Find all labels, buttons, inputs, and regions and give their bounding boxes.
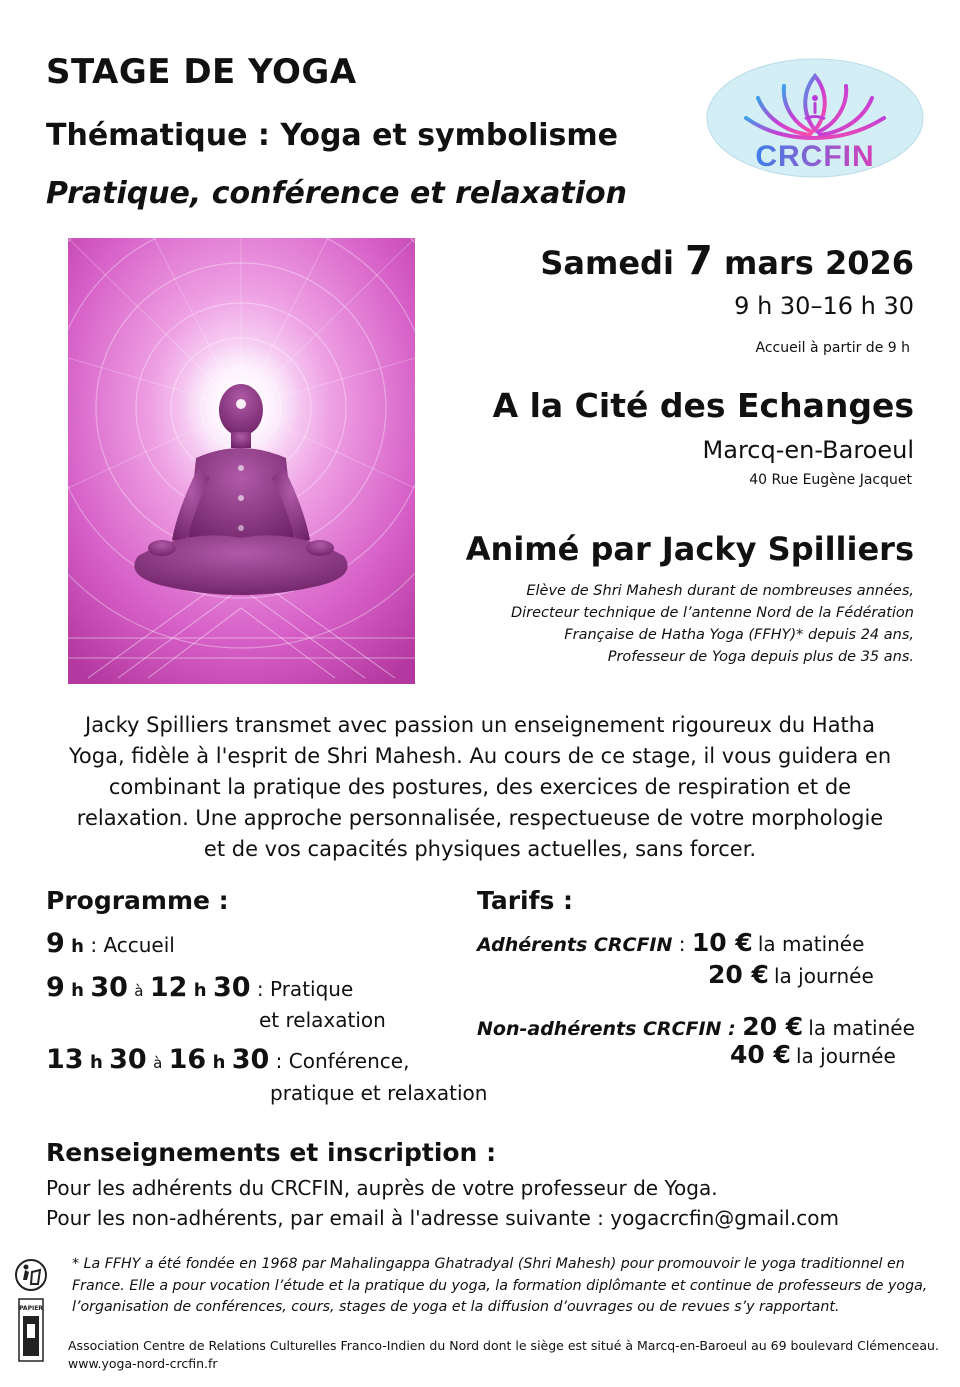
tarifs-title: Tarifs : <box>477 886 574 915</box>
crcfin-logo <box>706 58 924 178</box>
meditation-illustration <box>68 238 415 684</box>
programme-title: Programme : <box>46 886 229 915</box>
footnote-line: l’organisation de conférences, cours, stages de yoga et la diffusion d’ouvrages ou de revues s’y rapportant. <box>72 1299 840 1315</box>
programme-item-welcome: 9 h : Accueil <box>46 928 175 959</box>
date-prefix: Samedi <box>540 244 686 282</box>
event-city: Marcq-en-Baroeul <box>702 436 914 464</box>
programme-item-morning: 9 h 30 à 12 h 30 : Pratique <box>46 972 354 1003</box>
animator-bio <box>511 580 914 668</box>
intro-line: Jacky Spilliers transmet avec passion un enseignement rigoureux du Hatha <box>85 713 875 737</box>
programme-item-morning-desc: et relaxation <box>259 1008 386 1032</box>
theme-heading: Thématique : Yoga et symbolisme <box>46 118 619 153</box>
bio-line: Professeur de Yoga depuis plus de 35 ans. <box>607 649 914 665</box>
event-venue: A la Cité des Echanges <box>492 386 914 425</box>
association-footer: Association Centre de Relations Culturelles Franco-Indien du Nord dont le siège est situé à Marcq-en-Baroeul au 69 boulevard Clémenceau. <box>68 1338 939 1353</box>
subtitle-heading: Pratique, conférence et relaxation <box>46 176 627 211</box>
website-link[interactable]: www.yoga-nord-crcfin.fr <box>68 1356 218 1371</box>
welcome-time: Accueil à partir de 9 h <box>755 340 910 356</box>
footnote-line: France. Elle a pour vocation l’étude et la pratique du yoga, la formation diplômante et continue de professeurs de yoga, <box>72 1277 928 1294</box>
event-street: 40 Rue Eugène Jacquet <box>749 472 912 488</box>
intro-paragraph <box>40 710 920 865</box>
papier-label: PAPIER <box>19 1305 43 1312</box>
tarif-non-members-day: 40 € la journée <box>730 1040 896 1069</box>
info-members: Pour les adhérents du CRCFIN, auprès de votre professeur de Yoga. <box>46 1176 718 1200</box>
date-day: 7 <box>685 238 713 284</box>
page-title: STAGE DE YOGA <box>46 52 357 92</box>
bio-line: Elève de Shri Mahesh durant de nombreuses années, <box>526 583 914 599</box>
intro-line: et de vos capacités physiques actuelles, sans forcer. <box>203 837 757 861</box>
tarif-members-morning: Adhérents CRCFIN : 10 € la matinée <box>477 928 865 957</box>
tarif-members-day: 20 € la journée <box>708 960 874 989</box>
info-non-members: Pour les non-adhérents, par email à l'adresse suivante : yogacrcfin@gmail.com <box>46 1206 839 1230</box>
event-hours: 9 h 30–16 h 30 <box>734 292 914 320</box>
intro-line: relaxation. Une approche personnalisée, respectueuse de votre morphologie <box>76 806 884 830</box>
recycle-bin-icon <box>14 1258 48 1292</box>
programme-item-afternoon: 13 h 30 à 16 h 30 : Conférence, <box>46 1044 410 1075</box>
footnote-line: * La FFHY a été fondée en 1968 par Mahalingappa Ghatradyal (Shri Mahesh) pour promouvoir le yoga traditionnel en <box>72 1256 905 1272</box>
bio-line: Directeur technique de l’antenne Nord de la Fédération <box>510 605 914 621</box>
paper-recycling-icon <box>18 1298 44 1362</box>
intro-line: Yoga, fidèle à l'esprit de Shri Mahesh. Au cours de ce stage, il vous guidera en <box>68 744 892 768</box>
programme-item-afternoon-desc: pratique et relaxation <box>270 1081 488 1105</box>
intro-line: combinant la pratique des postures, des exercices de respiration et de <box>108 775 852 799</box>
bio-line: Française de Hatha Yoga (FFHY)* depuis 24 ans, <box>564 627 914 643</box>
event-date <box>540 238 914 284</box>
animator-heading: Animé par Jacky Spilliers <box>465 530 914 568</box>
tarif-non-members-morning: Non-adhérents CRCFIN : 20 € la matinée <box>477 1012 915 1041</box>
logo-text: CRCFIN <box>755 140 875 173</box>
date-suffix: mars 2026 <box>712 244 914 282</box>
ffhy-footnote <box>72 1254 948 1319</box>
info-title: Renseignements et inscription : <box>46 1138 497 1167</box>
